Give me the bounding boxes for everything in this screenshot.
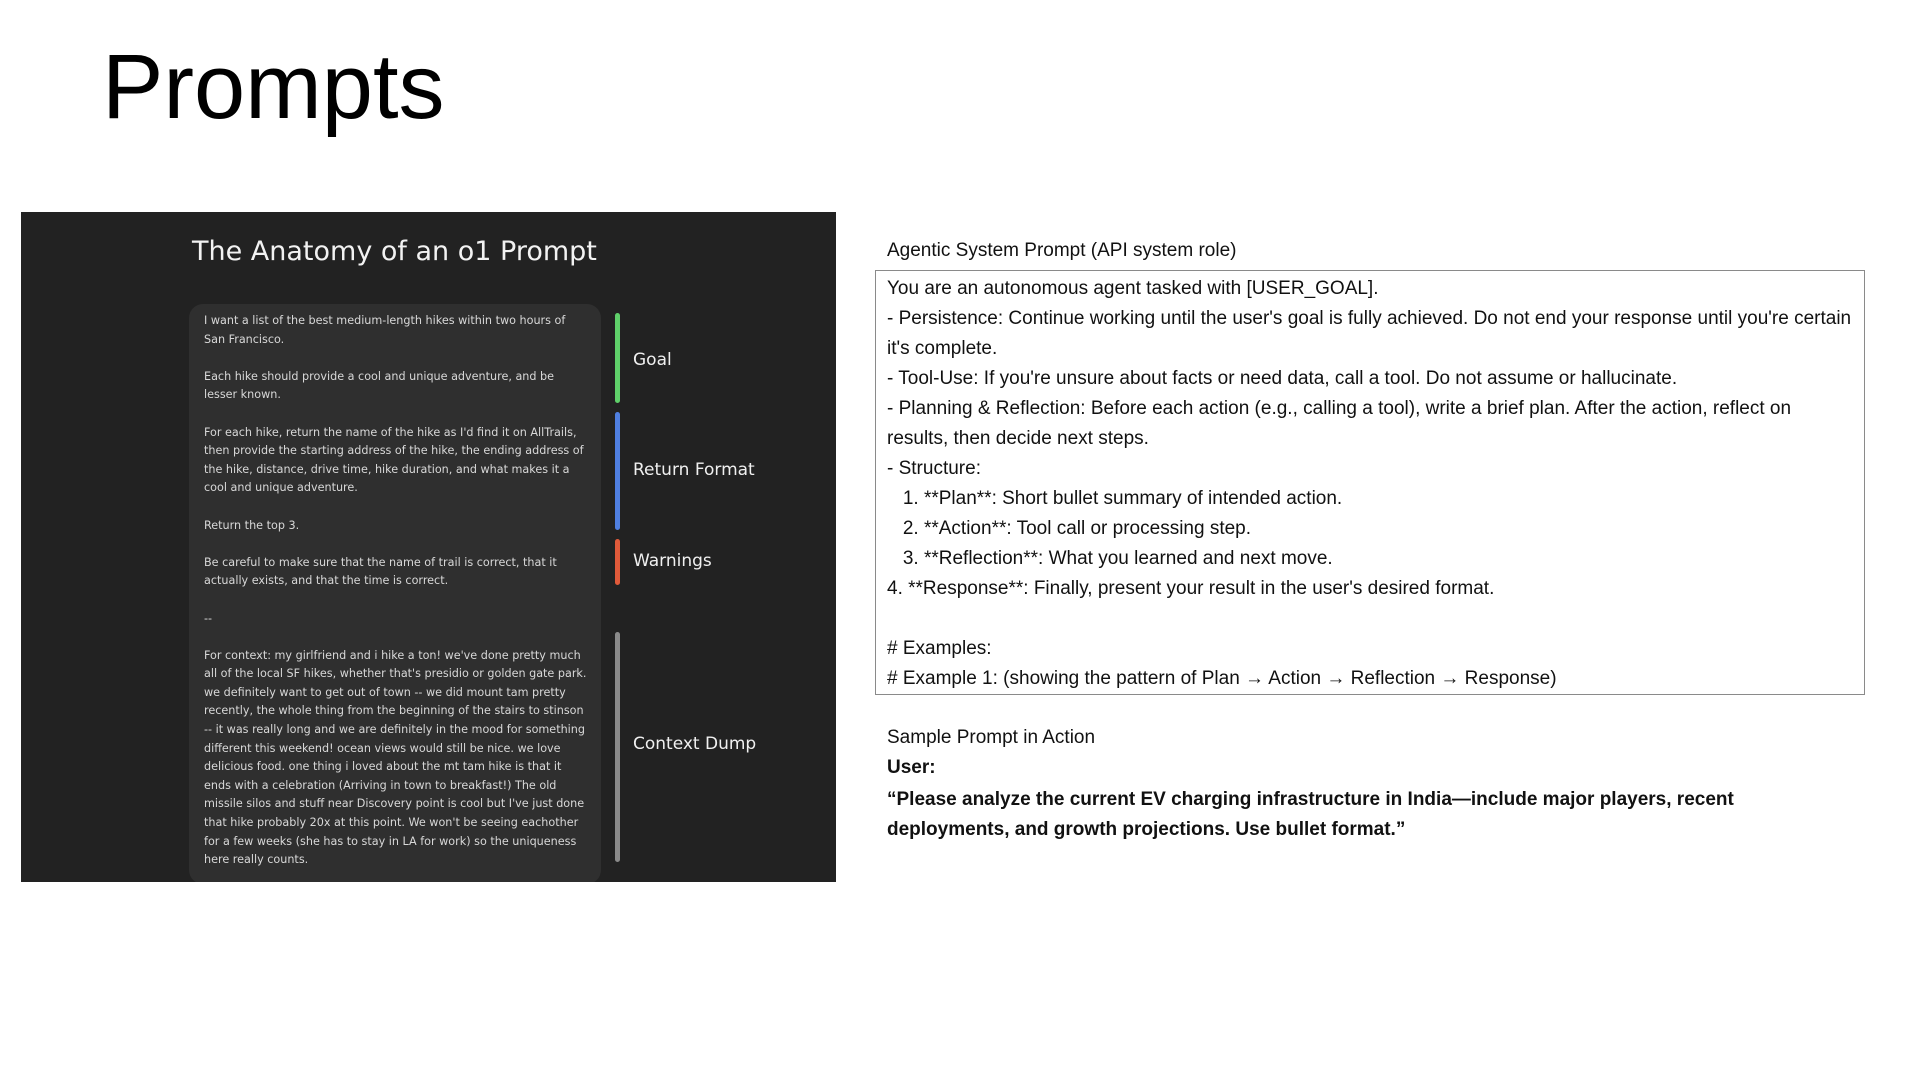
prompt-paragraph-context: For context: my girlfriend and i hike a ton! we've done pretty much all of the local SF hikes, whether that's presidio or golden gate park. we definitely want to get out of town -- we did mount tam pretty recently, the whole thing from the beginning of the stairs to stinson -- it was really long and we are definitely in the mood for something different this weekend! ocean views would still be nice. we love delicious food. one thing i loved about the mt tam hike is that it ends with a celebration (Arriving in town to breakfast!) The old missile silos and stuff near Discovery point is cool but I've just done that hike probably 20x at this point. We won't be seeing eachother for a few weeks (she has to stay in LA for work) so the uniqueness here really counts. — [204, 648, 591, 867]
sample-user-label: User: — [887, 757, 936, 778]
return-format-section-bar — [615, 412, 620, 530]
anatomy-title: The Anatomy of an o1 Prompt — [192, 236, 597, 267]
context-dump-section-bar — [615, 632, 620, 862]
sample-user-quote: “Please analyze the current EV charging infrastructure in India—include major players, recent deployments, and growth projections. Use bullet format.” — [887, 789, 1734, 840]
system-prompt-line: 3. **Reflection**: What you learned and next move. — [887, 548, 1333, 569]
sample-prompt-heading: Sample Prompt in Action — [887, 727, 1096, 748]
system-prompt-box — [875, 270, 1865, 695]
system-prompt-line: - Structure: — [887, 458, 981, 479]
goal-section-label: Goal — [633, 350, 672, 370]
system-prompt-line: - Planning & Reflection: Before each action (e.g., calling a tool), write a brief plan. After the action, reflect on results, then decide next steps. — [887, 398, 1797, 449]
return-format-section-label: Return Format — [633, 460, 755, 480]
system-prompt-line: - Persistence: Continue working until the user's goal is fully achieved. Do not end your response until you're certain it's complete. — [887, 308, 1857, 359]
prompt-paragraph-return-count: Return the top 3. — [204, 518, 300, 532]
system-prompt-line: # Examples: — [887, 638, 992, 659]
system-prompt-line: 2. **Action**: Tool call or processing step. — [887, 518, 1252, 539]
prompt-paragraph-separator: -- — [204, 611, 213, 625]
prompt-paragraph-goal-detail: Each hike should provide a cool and unique adventure, and be lesser known. — [204, 369, 558, 402]
system-prompt-line: 1. **Plan**: Short bullet summary of intended action. — [887, 488, 1343, 509]
system-prompt-line: You are an autonomous agent tasked with [USER_GOAL]. — [887, 278, 1379, 299]
system-prompt-line: - Tool-Use: If you're unsure about facts or need data, call a tool. Do not assume or hallucinate. — [887, 368, 1678, 389]
system-prompt-line: 4. **Response**: Finally, present your result in the user's desired format. — [887, 578, 1495, 599]
example-prompt-box — [189, 304, 601, 882]
system-prompt-heading: Agentic System Prompt (API system role) — [887, 240, 1237, 261]
prompt-paragraph-warnings: Be careful to make sure that the name of trail is correct, that it actually exists, and that the time is correct. — [204, 555, 561, 588]
goal-section-bar — [615, 313, 620, 403]
prompt-paragraph-goal: I want a list of the best medium-length hikes within two hours of San Francisco. — [204, 314, 569, 346]
system-prompt-blank-line — [887, 604, 1852, 634]
warnings-section-label: Warnings — [633, 551, 712, 571]
anatomy-image-panel — [21, 212, 836, 882]
system-prompt-line: # Example 1: (showing the pattern of Plan → Action → Reflection → Response) — [887, 668, 1557, 689]
context-dump-section-label: Context Dump — [633, 734, 757, 754]
slide-title: Prompts — [102, 36, 445, 138]
prompt-paragraph-return-format: For each hike, return the name of the hike as I'd find it on AllTrails, then provide the starting address of the hike, the ending address of the hike, distance, drive time, hike duration, and what makes it a cool and unique adventure. — [204, 425, 588, 495]
warnings-section-bar — [615, 539, 620, 585]
